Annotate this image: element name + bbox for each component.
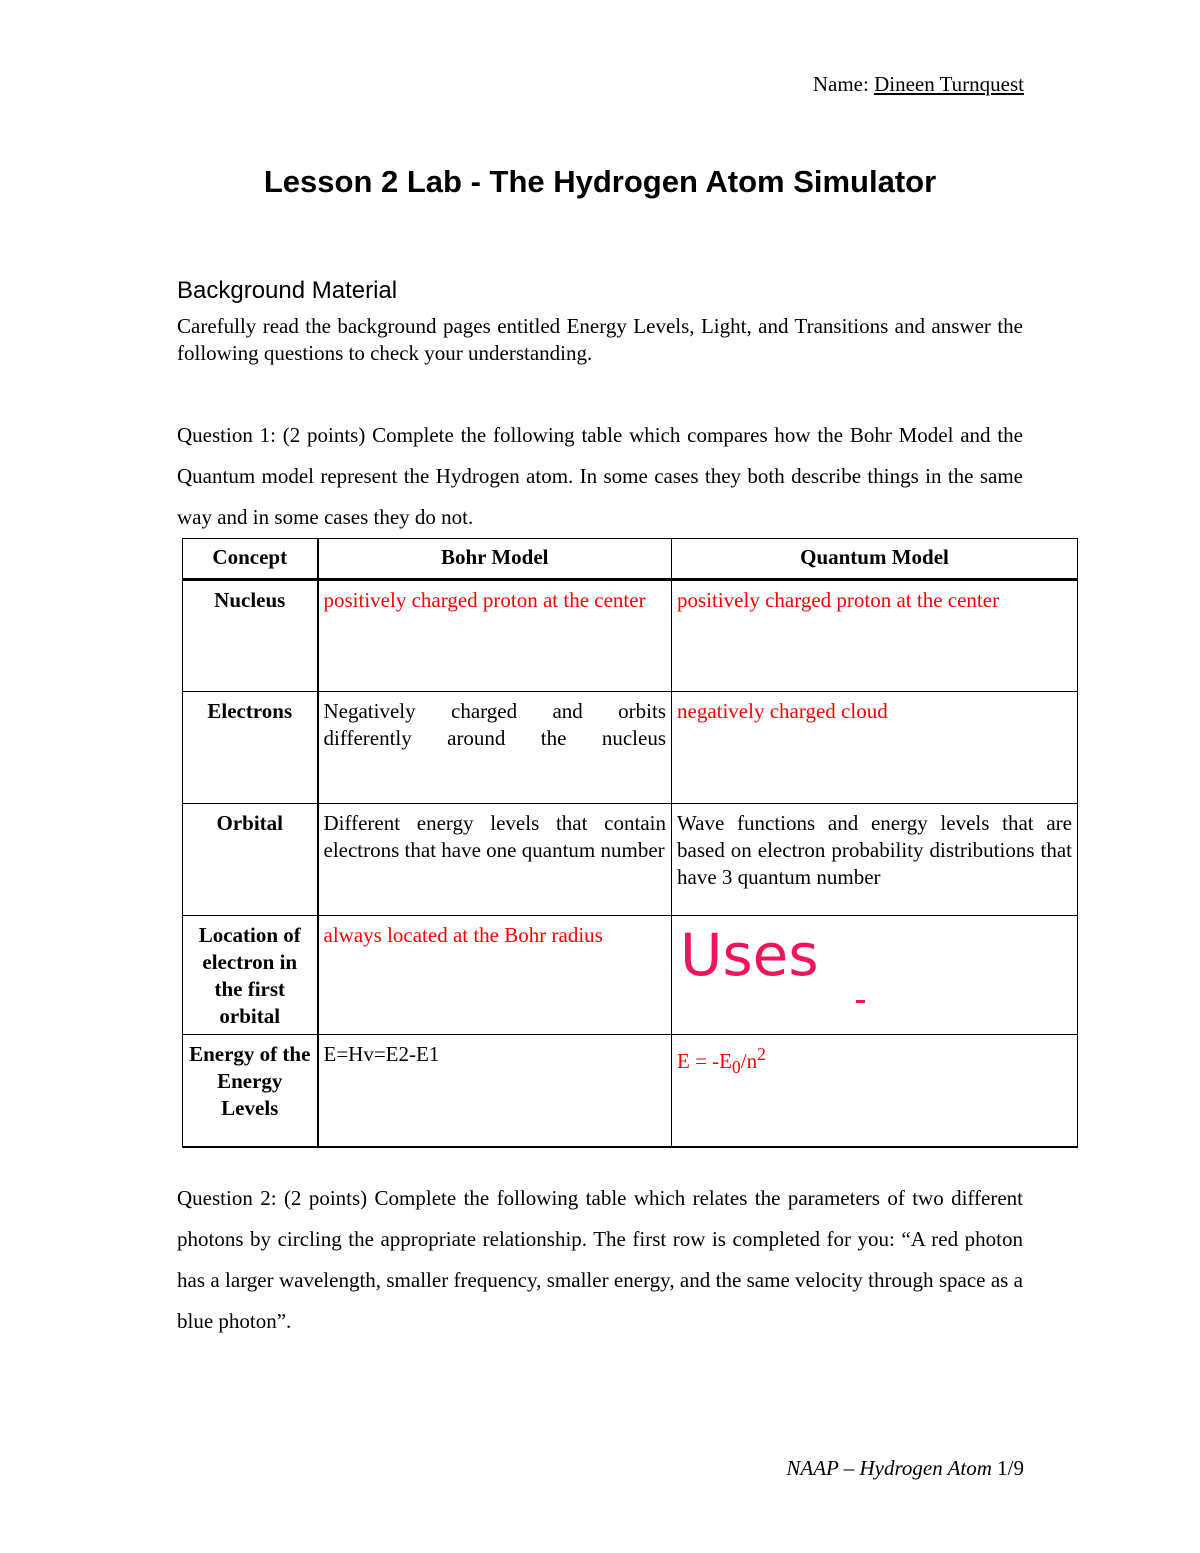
table-row (183, 804, 1078, 916)
page-number: 1/9 (997, 1456, 1024, 1480)
table-row (183, 580, 1078, 692)
bohr-answer-cell[interactable]: E=Hv=E2-E1 (318, 1035, 672, 1147)
uses-annotation: Uses (680, 921, 819, 989)
energy-formula-prefix: E = -E (677, 1049, 732, 1073)
name-label: Name: (812, 72, 869, 96)
student-name-line (813, 72, 1024, 97)
bohr-answer-cell[interactable]: positively charged proton at the center (318, 580, 672, 692)
energy-formula-superscript: 2 (757, 1044, 766, 1064)
concept-cell: Nucleus (183, 580, 318, 692)
footer-title: NAAP – Hydrogen Atom (786, 1456, 992, 1480)
header-bohr-model: Bohr Model (318, 539, 672, 580)
page-title: Lesson 2 Lab - The Hydrogen Atom Simulator (263, 164, 937, 199)
bohr-answer-cell[interactable]: Different energy levels that contain electrons that have one quantum number (318, 804, 672, 916)
table-row (183, 1035, 1078, 1147)
concept-cell: Electrons (183, 692, 318, 804)
quantum-answer-cell[interactable] (672, 1035, 1078, 1147)
question-2-text: Question 2: (2 points) Complete the following table which relates the parameters of two different photons by circling the appropriate relationship. The first row is completed for you: “A red photon has a larger wavelength, smaller frequency, smaller energy, and the same velocity through space as a blue photon”. (177, 1186, 1023, 1333)
background-intro: Carefully read the background pages entitled Energy Levels, Light, and Transitions and answer the following questions to check your understanding. (177, 314, 1023, 365)
energy-formula-mid: /n (740, 1049, 758, 1073)
energy-formula-subscript: 0 (732, 1057, 741, 1078)
question-1-text: Question 1: (2 points) Complete the following table which compares how the Bohr Model and the Quantum model represent the Hydrogen atom. In some cases they both describe things in the same way and in some cases they do not. (177, 423, 1023, 529)
bohr-quantum-comparison-table (182, 538, 1078, 1148)
quantum-answer-cell[interactable]: negatively charged cloud (672, 692, 1078, 804)
quantum-answer-cell[interactable]: positively charged proton at the center (672, 580, 1078, 692)
header-quantum-model: Quantum Model (672, 539, 1078, 580)
concept-cell: Energy of the Energy Levels (183, 1035, 318, 1147)
quantum-answer-cell[interactable] (672, 916, 1078, 1035)
table-row (183, 916, 1078, 1035)
table-row (183, 692, 1078, 804)
bohr-answer-text: Negatively charged and orbits differently around the nucleus (323, 699, 666, 750)
background-heading: Background Material (177, 277, 398, 304)
page-footer (786, 1456, 1024, 1481)
bohr-answer-cell[interactable] (318, 692, 672, 804)
bohr-answer-cell[interactable]: always located at the Bohr radius (318, 916, 672, 1035)
concept-cell: Location of electron in the first orbital (183, 916, 318, 1035)
student-name: Dineen Turnquest (874, 72, 1024, 96)
concept-cell: Orbital (183, 804, 318, 916)
table-header-row (183, 539, 1078, 580)
header-concept: Concept (183, 539, 318, 580)
quantum-answer-cell[interactable]: Wave functions and energy levels that are based on electron probability distributions that have 3 quantum number (672, 804, 1078, 916)
annotation-dash (856, 1000, 865, 1003)
